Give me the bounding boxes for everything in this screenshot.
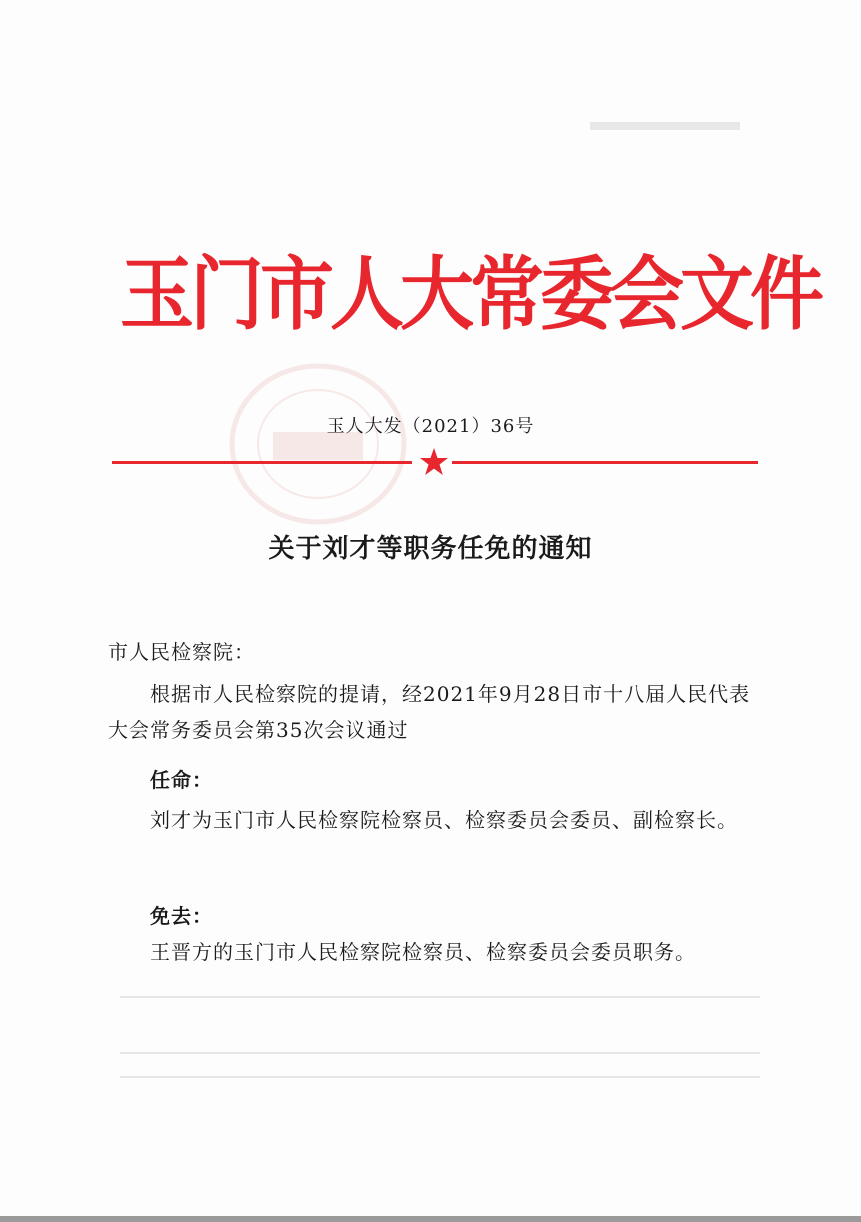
document-banner: 玉门市人大常委会文件 — [120, 248, 820, 342]
paragraph-removal: 王晋方的玉门市人民检察院检察员、检察委员会委员职务。 — [150, 940, 696, 964]
appoint-label: 任命： — [150, 768, 213, 792]
notice-title: 关于刘才等职务任免的通知 — [268, 534, 593, 564]
remove-label: 免去： — [150, 904, 213, 928]
bleed-through-text — [590, 116, 740, 136]
star-icon — [419, 447, 449, 477]
header-rule-left — [112, 461, 412, 464]
paragraph-appointment: 刘才为玉门市人民检察院检察员、检察委员会委员、副检察长。 — [150, 808, 738, 832]
document-number: 玉人大发（2021）36号 — [326, 416, 535, 437]
header-rule-right — [452, 461, 758, 464]
bleed-through-distribution-table — [120, 992, 760, 1112]
seal-stamp — [228, 362, 408, 527]
paragraph-basis: 根据市人民检察院的提请，经2021年9月28日市十八届人民代表大会常务委员会第35次会议通过 — [108, 682, 751, 742]
addressee: 市人民检察院： — [108, 640, 255, 664]
scan-edge — [0, 1216, 861, 1222]
